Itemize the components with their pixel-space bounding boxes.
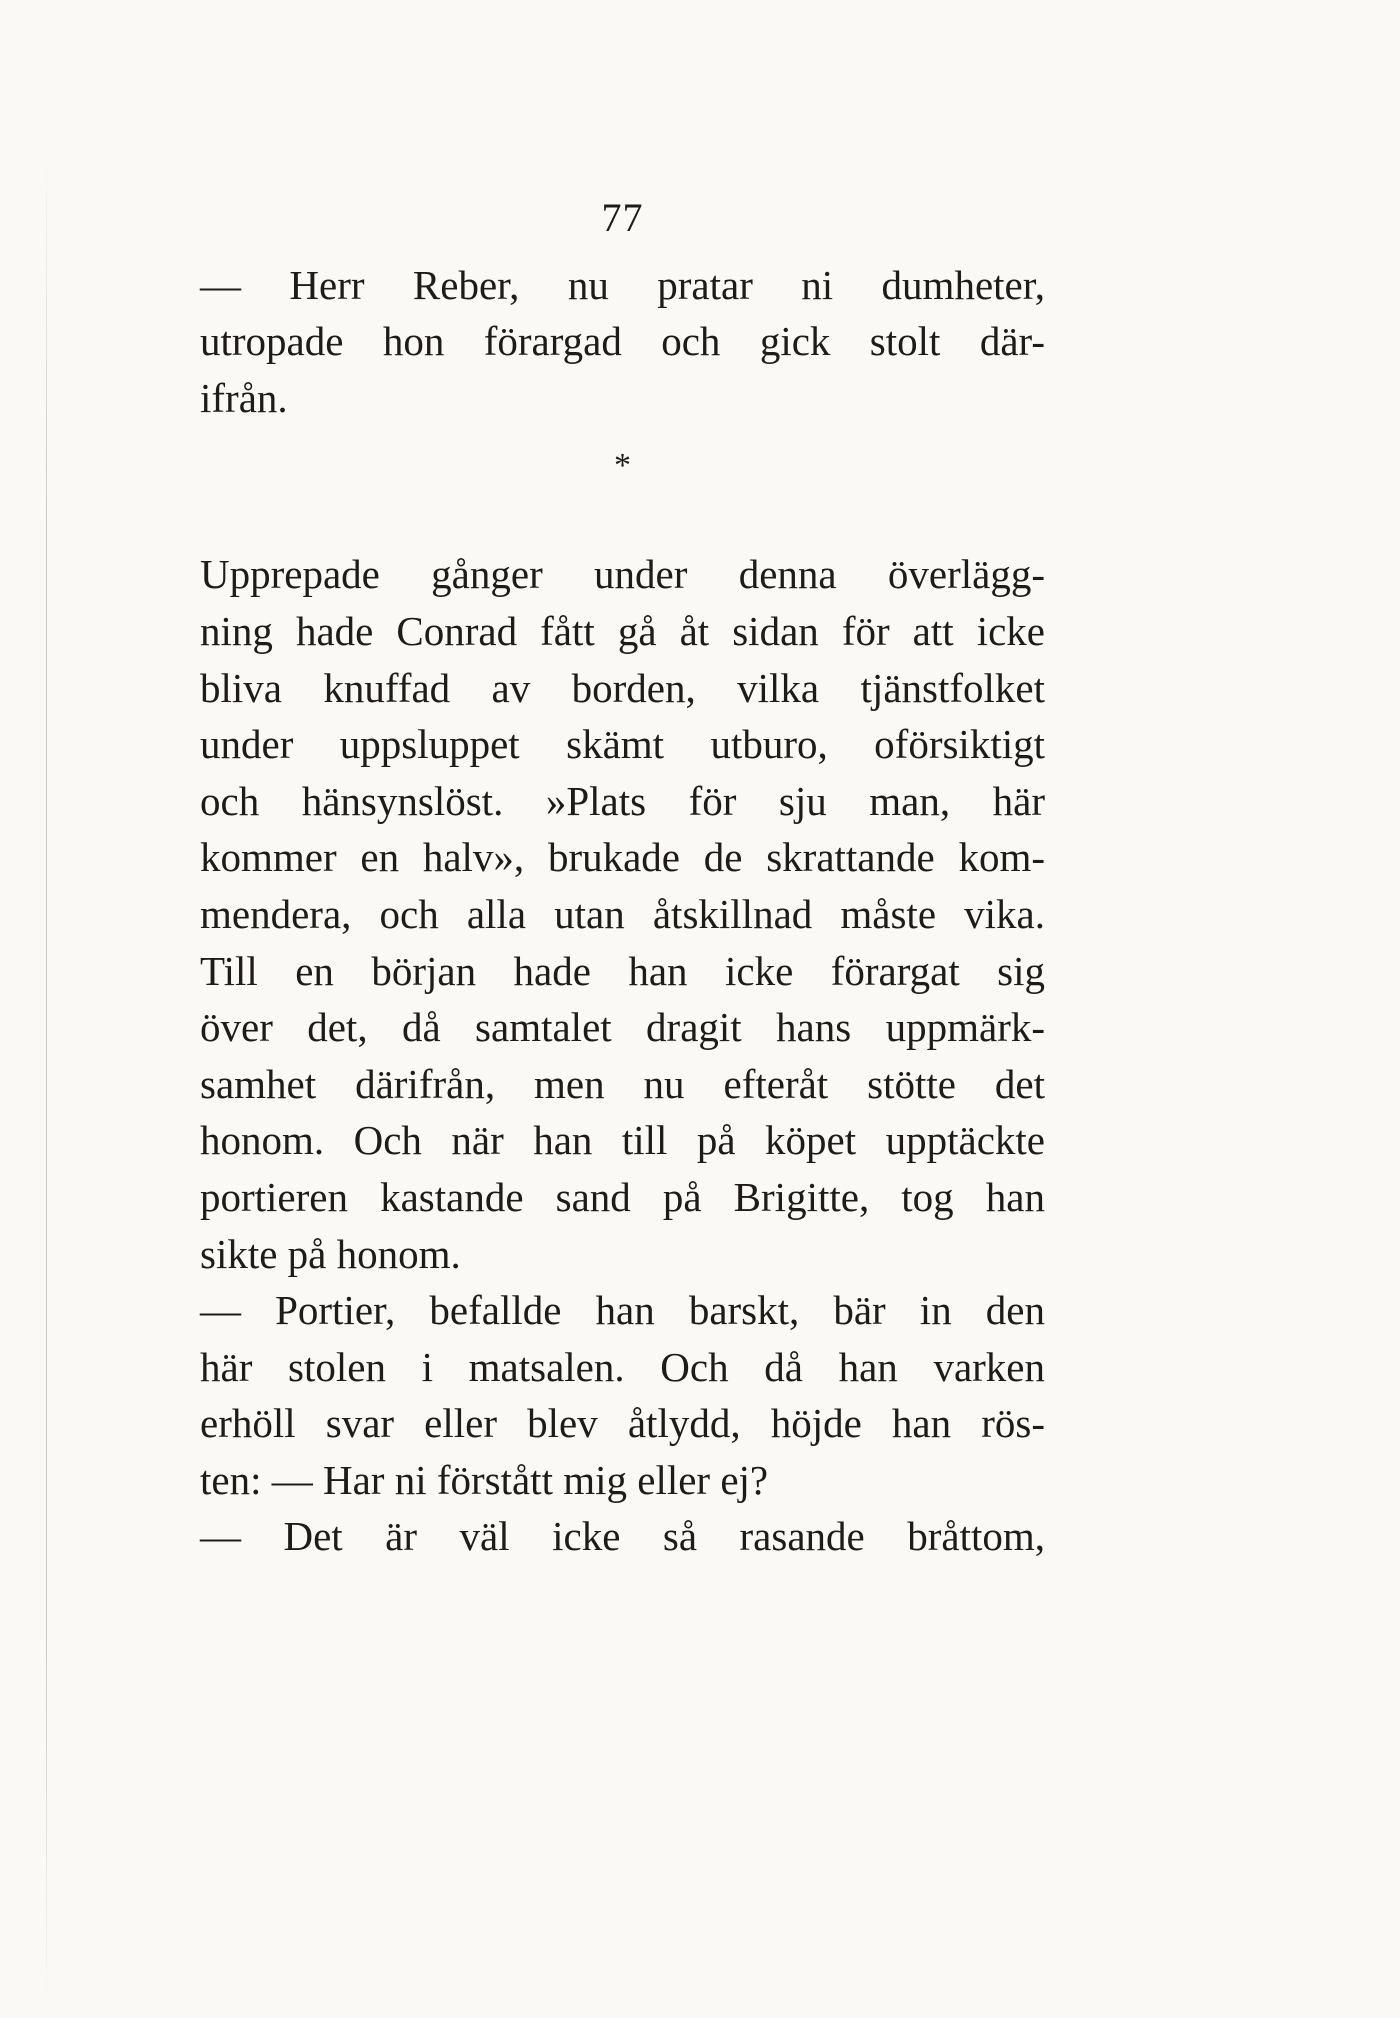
text-line: — Portier, befallde han barskt, bär in den — [200, 1287, 1045, 1334]
text-line: mendera, och alla utan åtskillnad måste vika. — [200, 890, 1045, 937]
paragraph-main — [200, 546, 1045, 1565]
page-text-block — [200, 190, 1045, 1565]
text-line: över det, då samtalet dragit hans uppmärk- — [200, 1004, 1045, 1051]
text-line: erhöll svar eller blev åtlydd, höjde han rös- — [200, 1400, 1045, 1447]
text-line: Till en början hade han icke förargat sig — [200, 947, 1045, 994]
page-number: 77 — [601, 195, 644, 240]
text-line: ifrån. — [200, 374, 288, 421]
section-separator: * — [614, 447, 631, 485]
text-line: — Det är väl icke så rasande bråttom, — [200, 1513, 1045, 1560]
text-line: samhet därifrån, men nu efteråt stötte det — [200, 1060, 1045, 1107]
text-line: — Herr Reber, nu pratar ni dumheter, — [200, 261, 1045, 308]
text-line: honom. Och när han till på köpet upptäckte — [200, 1117, 1045, 1164]
text-line: Upprepade gånger under denna överlägg- — [200, 551, 1045, 598]
text-line: ning hade Conrad fått gå åt sidan för att icke — [200, 607, 1045, 654]
page-gutter-edge — [46, 150, 47, 2010]
text-line: här stolen i matsalen. Och då han varken — [200, 1343, 1045, 1390]
text-line: kommer en halv», brukade de skrattande kom- — [200, 834, 1045, 881]
text-line: bliva knuffad av borden, vilka tjänstfolket — [200, 664, 1045, 711]
text-line: portieren kastande sand på Brigitte, tog han — [200, 1173, 1045, 1220]
text-line: ten: — Har ni förstått mig eller ej? — [200, 1456, 769, 1503]
text-line: utropade hon förargad och gick stolt där- — [200, 318, 1045, 365]
text-line: sikte på honom. — [200, 1230, 461, 1277]
text-line: under uppsluppet skämt utburo, oförsiktigt — [200, 721, 1045, 768]
paragraph-top — [200, 257, 1045, 427]
text-line: och hänsynslöst. »Plats för sju man, här — [200, 777, 1045, 824]
